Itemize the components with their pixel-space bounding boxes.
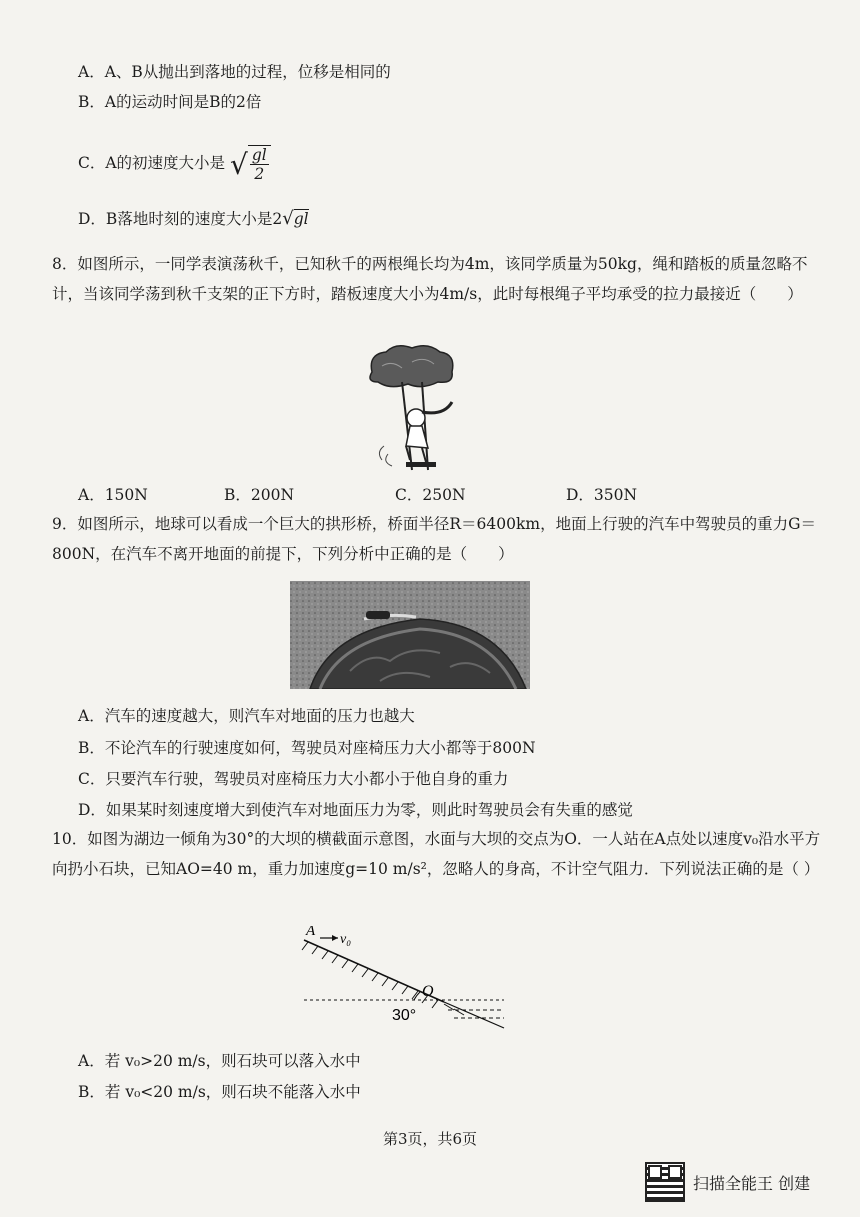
q9-text: 9．如图所示，地球可以看成一个巨大的拱形桥，桥面半径R＝6400km，地面上行驶的汽车中驾驶员的重力G＝800N，在汽车不离开地面的前提下，下列分析中正确的是（ ） xyxy=(52,515,816,563)
q7-option-c xyxy=(78,145,271,183)
q9-option-c: C．只要汽车行驶，驾驶员对座椅压力大小都小于他自身的重力 xyxy=(78,770,509,788)
q7-option-a: A．A、B从抛出到落地的过程，位移是相同的 xyxy=(78,63,391,81)
page-footer: 第3页，共6页 xyxy=(382,1130,478,1148)
label-v0: v₀ xyxy=(340,932,352,947)
q8-option-b: B．200N xyxy=(224,486,295,504)
q7-option-d: D．B落地时刻的速度大小是2√gl xyxy=(78,208,309,229)
swing-figure xyxy=(362,342,462,476)
q8-option-d: D．350N xyxy=(566,486,638,504)
watermark-text: 扫描全能王 创建 xyxy=(693,1173,811,1193)
earth-bridge-figure xyxy=(290,581,530,689)
label-point-o: O xyxy=(422,983,434,1000)
frac-denominator: 2 xyxy=(254,165,265,183)
q8-option-c: C．250N xyxy=(395,486,466,504)
q7-option-d-radicand: gl xyxy=(293,210,309,228)
label-point-a: A xyxy=(306,926,316,939)
q7-option-d-coef: 2 xyxy=(272,210,283,228)
q7-option-d-text: D．B落地时刻的速度大小是 xyxy=(78,210,273,228)
q9-option-a: A．汽车的速度越大，则汽车对地面的压力也越大 xyxy=(78,707,415,725)
q8-option-a: A．150N xyxy=(78,486,148,504)
label-angle: 30° xyxy=(392,1007,417,1024)
sqrt-expression: √ $\frac{gl}{2}$ xyxy=(230,145,271,183)
q7-option-b: B．A的运动时间是B的2倍 xyxy=(78,93,262,111)
q10-option-a: A．若 v₀>20 m/s，则石块可以落入水中 xyxy=(78,1052,361,1070)
q9-option-d: D．如果某时刻速度增大到使汽车对地面压力为零，则此时驾驶员会有失重的感觉 xyxy=(78,801,633,819)
q10-text: 10．如图为湖边一倾角为30°的大坝的横截面示意图，水面与大坝的交点为O．一人站在A点处以速度v₀沿水平方向扔小石块，已知AO=40 m，重力加速度g=10 m/s²，忽略人的身高，不计空气阻力．下列说法正确的是（ ） xyxy=(52,830,821,878)
q10-option-b: B．若 v₀<20 m/s，则石块不能落入水中 xyxy=(78,1083,361,1101)
dam-diagram xyxy=(294,926,514,1030)
qr-code-icon xyxy=(645,1162,685,1202)
scanner-watermark xyxy=(645,1162,810,1202)
q9-option-b: B．不论汽车的行驶速度如何，驾驶员对座椅压力大小都等于800N xyxy=(78,739,536,757)
frac-numerator: gl xyxy=(251,146,267,164)
q7-option-c-text: C．A的初速度大小是 xyxy=(78,154,226,172)
q8-text: 8．如图所示，一同学表演荡秋千，已知秋千的两根绳长均为4m，该同学质量为50kg，绳和踏板的质量忽略不计，当该同学荡到秋千支架的正下方时，踏板速度大小为4m/s，此时每根绳子平均承受的拉力最接近（ ） xyxy=(52,255,808,303)
